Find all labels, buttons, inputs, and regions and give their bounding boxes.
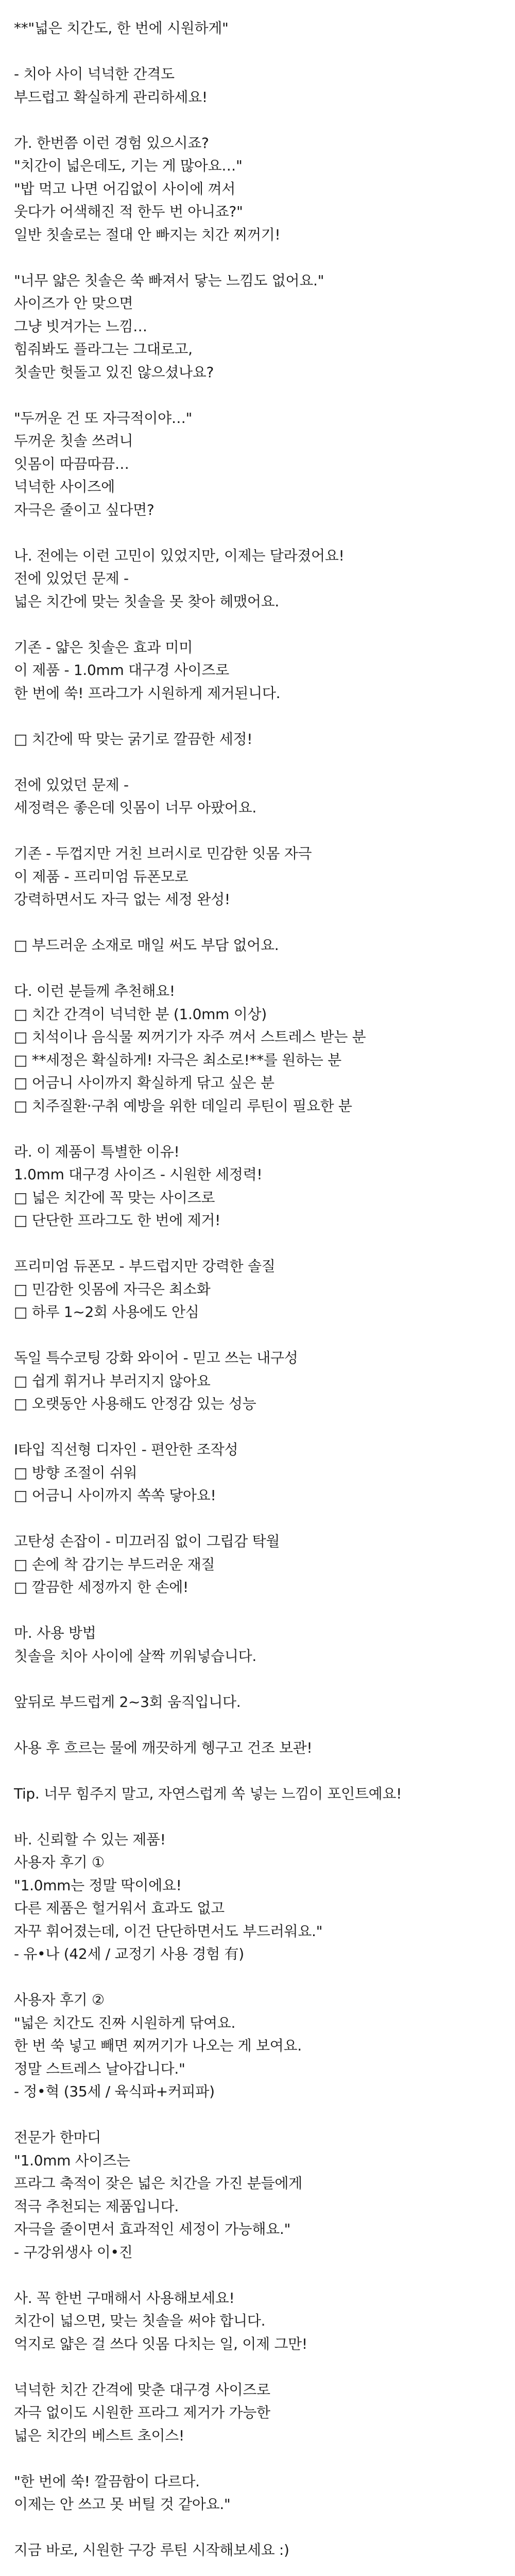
- paragraph: [14, 17, 501, 40]
- text-line: 고탄성 손잡이 - 미끄러짐 없이 그립감 탁월: [14, 1533, 280, 1550]
- paragraph: [14, 1347, 501, 1416]
- text-line: 자꾸 휘어졌는데, 이건 단단하면서도 부드러워요.": [14, 1922, 323, 1940]
- paragraph: [14, 1530, 501, 1599]
- text-line: "두꺼운 건 또 자극적이야…": [14, 409, 193, 427]
- text-line: 전에 있었던 문제 -: [14, 570, 129, 587]
- text-line: 한 번 쑥 넣고 빼면 찌꺼기가 나오는 게 보여요.: [14, 2037, 302, 2054]
- text-line: "너무 얇은 칫솔은 쑥 빠져서 닿는 느낌도 없어요.": [14, 272, 324, 289]
- paragraph: [14, 2470, 501, 2516]
- text-line: □ **세정은 확실하게! 자극은 최소로!**를 원하는 분: [14, 1051, 341, 1069]
- paragraph: [14, 2287, 501, 2356]
- paragraph: [14, 1255, 501, 1324]
- text-line: 칫솔만 헛돌고 있진 않으셨나요?: [14, 363, 214, 381]
- paragraph: [14, 842, 501, 911]
- text-line: □ 오랫동안 사용해도 안정감 있는 성능: [14, 1395, 256, 1412]
- paragraph: [14, 636, 501, 705]
- text-line: 사이즈가 안 맞으면: [14, 295, 133, 312]
- text-line: **"넓은 치간도, 한 번에 시원하게": [14, 20, 229, 37]
- text-line: - 구강위생사 이•진: [14, 2243, 133, 2261]
- text-line: 다. 이런 분들께 추천해요!: [14, 982, 175, 999]
- text-line: 자극 없이도 시원한 프라그 제거가 가능한: [14, 2404, 270, 2421]
- text-line: □ 어금니 사이까지 쏙쏙 닿아요!: [14, 1487, 216, 1504]
- text-line: 프리미엄 듀폰모 - 부드럽지만 강력한 솔질: [14, 1258, 276, 1275]
- text-line: "1.0mm는 정말 딱이에요!: [14, 1876, 182, 1894]
- text-line: □ 치간 간격이 넉넉한 분 (1.0mm 이상): [14, 1005, 267, 1023]
- text-line: - 치아 사이 넉넉한 간격도: [14, 65, 175, 82]
- paragraph: [14, 2379, 501, 2448]
- text-line: 기존 - 얇은 칫솔은 효과 미미: [14, 638, 193, 656]
- text-line: 넓은 치간의 베스트 초이스!: [14, 2427, 184, 2444]
- paragraph: [14, 1783, 501, 1806]
- text-line: 치간이 넓으면, 맞는 칫솔을 써야 합니다.: [14, 2312, 266, 2329]
- paragraph: [14, 545, 501, 614]
- text-line: 사용 후 흐르는 물에 깨끗하게 헹구고 건조 보관!: [14, 1739, 313, 1756]
- text-line: □ 손에 착 감기는 부드러운 재질: [14, 1555, 215, 1573]
- text-line: 부드럽고 확실하게 관리하세요!: [14, 88, 208, 106]
- text-line: 잇몸이 따끔따끔…: [14, 455, 129, 472]
- text-line: □ 민감한 잇몸에 자극은 최소화: [14, 1280, 211, 1298]
- text-line: □ 단단한 프라그도 한 번에 제거!: [14, 1212, 221, 1229]
- text-line: 세정력은 좋은데 잇몸이 너무 아팠어요.: [14, 799, 256, 816]
- paragraph: [14, 63, 501, 109]
- text-line: 넉넉한 사이즈에: [14, 478, 115, 495]
- paragraph: [14, 1989, 501, 2104]
- text-line: 독일 특수코팅 강화 와이어 - 믿고 쓰는 내구성: [14, 1349, 298, 1366]
- text-line: 그냥 빗겨가는 느낌…: [14, 317, 147, 335]
- paragraph: [14, 1691, 501, 1714]
- paragraph: [14, 1622, 501, 1668]
- text-line: 일반 칫솔로는 절대 안 빠지는 치간 찌꺼기!: [14, 226, 281, 243]
- paragraph: [14, 132, 501, 247]
- text-line: 강력하면서도 자극 없는 세정 완성!: [14, 891, 230, 908]
- text-line: 웃다가 어색해진 적 한두 번 아니죠?": [14, 203, 243, 220]
- paragraph: [14, 1828, 501, 1966]
- text-line: 힘줘봐도 플라그는 그대로고,: [14, 341, 193, 358]
- text-line: 바. 신뢰할 수 있는 제품!: [14, 1831, 166, 1848]
- paragraph: [14, 934, 501, 957]
- text-line: 적극 추천되는 제품입니다.: [14, 2197, 179, 2215]
- text-line: 나. 전에는 이런 고민이 있었지만, 이제는 달라졌어요!: [14, 547, 345, 564]
- text-line: "한 번에 쑥! 깔끔함이 다르다.: [14, 2472, 200, 2490]
- text-line: 넉넉한 치간 간격에 맞춘 대구경 사이즈로: [14, 2381, 270, 2398]
- text-line: 전문가 한마디: [14, 2129, 101, 2146]
- text-line: □ 하루 1~2회 사용에도 안심: [14, 1303, 199, 1320]
- text-line: 전에 있었던 문제 -: [14, 776, 129, 793]
- text-line: 사. 꼭 한번 구매해서 사용해보세요!: [14, 2289, 235, 2307]
- text-line: 앞뒤로 부드럽게 2~3회 움직입니다.: [14, 1693, 241, 1710]
- text-line: 가. 한번쯤 이런 경험 있으시죠?: [14, 134, 209, 151]
- text-line: □ 어금니 사이까지 확실하게 닦고 싶은 분: [14, 1074, 274, 1091]
- text-line: 자극을 줄이면서 효과적인 세정이 가능해요.": [14, 2221, 291, 2238]
- paragraph: [14, 774, 501, 820]
- text-line: "밥 먹고 나면 어김없이 사이에 껴서: [14, 180, 236, 197]
- text-line: 정말 스트레스 날아갑니다.": [14, 2060, 185, 2077]
- text-line: "넓은 치간도 진짜 시원하게 닦여요.: [14, 2014, 236, 2031]
- text-line: 한 번에 쑥! 프라그가 시원하게 제거된니다.: [14, 684, 281, 702]
- paragraph: [14, 1141, 501, 1232]
- text-line: - 유•나 (42세 / 교정기 사용 경험 有): [14, 1945, 244, 1962]
- text-line: "1.0mm 사이즈는: [14, 2151, 130, 2169]
- text-line: - 정•혁 (35세 / 육식파+커피파): [14, 2083, 215, 2100]
- text-line: I타입 직선형 디자인 - 편안한 조작성: [14, 1441, 238, 1458]
- paragraph: [14, 1737, 501, 1760]
- text-line: 두꺼운 칫솔 쓰려니: [14, 432, 133, 449]
- text-line: 억지로 얇은 걸 쓰다 잇몸 다치는 일, 이제 그만!: [14, 2335, 307, 2352]
- text-line: 칫솔을 치아 사이에 살짝 끼워넣습니다.: [14, 1647, 256, 1665]
- text-line: Tip. 너무 힘주지 말고, 자연스럽게 쏙 넣는 느낌이 포인트예요!: [14, 1785, 402, 1802]
- text-line: □ 깔끔한 세정까지 한 손에!: [14, 1579, 188, 1596]
- text-line: 넓은 치간에 맞는 칫솔을 못 찾아 헤맸어요.: [14, 592, 279, 610]
- paragraph: [14, 2539, 501, 2562]
- text-line: 기존 - 두껍지만 거친 브러시로 민감한 잇몸 자극: [14, 845, 312, 862]
- text-line: "치간이 넓은데도, 기는 게 많아요…": [14, 157, 243, 174]
- text-line: 라. 이 제품이 특별한 이유!: [14, 1143, 180, 1160]
- text-line: □ 넓은 치간에 꼭 맞는 사이즈로: [14, 1189, 215, 1206]
- text-line: 이 제품 - 1.0mm 대구경 사이즈로: [14, 662, 229, 679]
- text-line: □ 방향 조절이 쉬워: [14, 1464, 138, 1481]
- text-line: 마. 사용 방법: [14, 1624, 96, 1641]
- paragraph: [14, 2126, 501, 2264]
- text-line: 1.0mm 대구경 사이즈 - 시원한 세정력!: [14, 1166, 263, 1183]
- text-line: 이제는 안 쓰고 못 버틸 것 같아요.": [14, 2496, 231, 2513]
- text-line: □ 치주질환·구취 예방을 위한 데일리 루틴이 필요한 분: [14, 1097, 352, 1114]
- text-line: 자극은 줄이고 싶다면?: [14, 501, 154, 518]
- paragraph: [14, 728, 501, 751]
- text-line: □ 치간에 딱 맞는 굵기로 깔끔한 세정!: [14, 730, 253, 748]
- text-line: 지금 바로, 시원한 구강 루틴 시작해보세요 :): [14, 2541, 289, 2558]
- paragraph: [14, 980, 501, 1117]
- paragraph: [14, 269, 501, 384]
- paragraph: [14, 407, 501, 522]
- text-line: 프라그 축적이 잦은 넓은 치간을 가진 분들에게: [14, 2175, 302, 2192]
- text-line: □ 쉽게 휘거나 부러지지 않아요: [14, 1372, 211, 1389]
- text-line: 사용자 후기 ①: [14, 1854, 105, 1871]
- text-line: 이 제품 - 프리미엄 듀폰모로: [14, 868, 188, 885]
- text-line: 사용자 후기 ②: [14, 1991, 105, 2008]
- text-line: □ 부드러운 소재로 매일 써도 부담 없어요.: [14, 937, 279, 954]
- paragraph: [14, 1438, 501, 1507]
- text-line: 다른 제품은 헐거워서 효과도 없고: [14, 1900, 225, 1917]
- text-line: □ 치석이나 음식물 찌꺼기가 자주 껴서 스트레스 받는 분: [14, 1028, 366, 1045]
